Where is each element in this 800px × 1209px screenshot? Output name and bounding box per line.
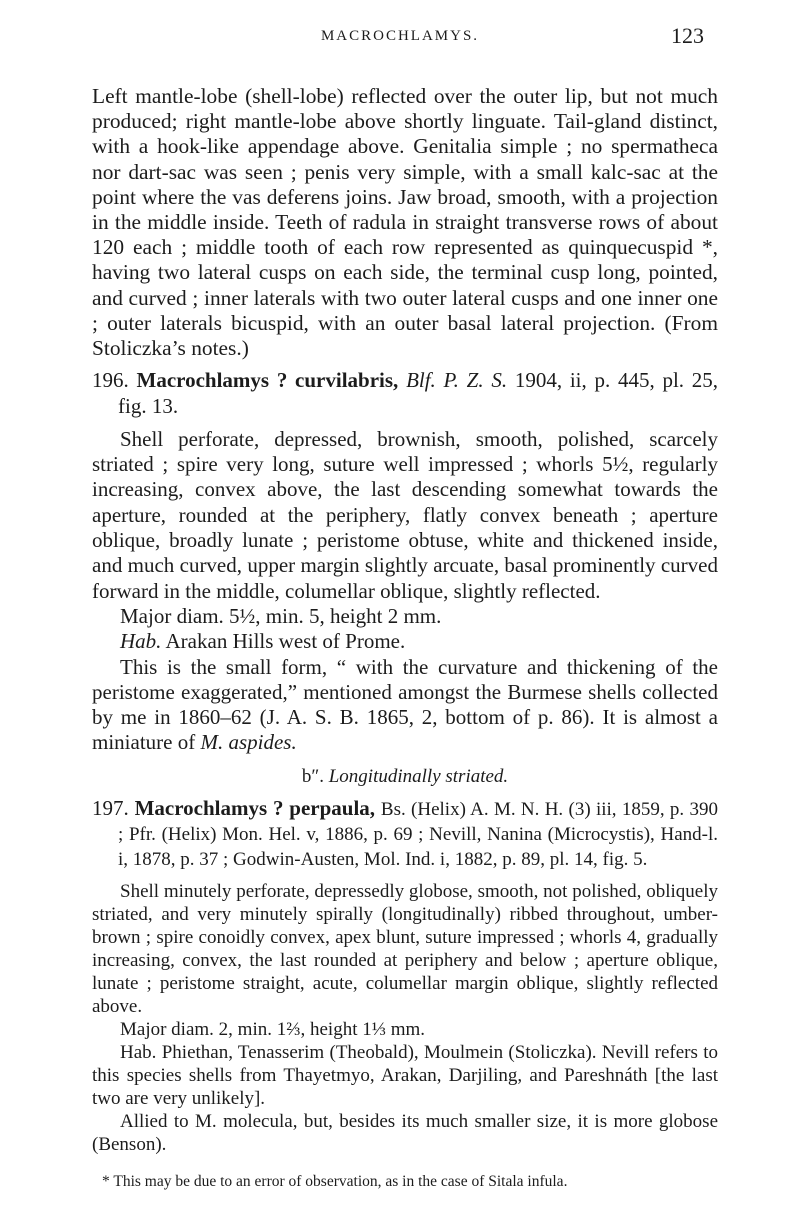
species-197-description: Shell minutely perforate, depressedly globose, smooth, not polished, obliquely striated, and very minutely spirally (longitudinally) ribbed throughout, umber-brown ; spire conoidly convex, apex blunt, suture impressed ; whorls 4, gradually increasing, convex, the last rounded at periphery and below ; aperture oblique, lunate ; peristome straight, acute, columellar margin oblique, slightly reflected above. xyxy=(92,880,718,1017)
species-196-name: Macrochlamys ? curvilabris, xyxy=(136,368,399,393)
species-196-note xyxy=(92,655,718,756)
species-196-note-text: This is the small form, “ with the curvature and thickening of the peristome exaggerated,” mentioned amongst the Burmese shells collected by me in 1860–62 (J. A. S. B. 1865, 2, bottom of p. 86). It is almost a miniature of xyxy=(92,654,718,755)
species-197-name: Macrochlamys ? perpaula, xyxy=(134,795,376,820)
running-header xyxy=(90,22,710,52)
species-196-note-species: M. aspides. xyxy=(200,730,297,755)
species-196-habitat xyxy=(92,629,718,654)
footnote: * This may be due to an error of observation, as in the case of Sitala infula. xyxy=(102,1172,568,1190)
species-197-citations: Bs. (Helix) A. M. N. H. (3) iii, 1859, p. 390 ; Pfr. (Helix) Mon. Hel. v, 1886, p. 69 ; Nevill, Nanina (Microcystis), Hand-l. i, 1878, p. 37 ; Godwin-Austen, Mol. Ind. i, 1882, p. 89, pl. 14, fig. 5. xyxy=(118,798,719,871)
page-number: 123 xyxy=(671,23,704,48)
section-label: b″. xyxy=(301,765,324,787)
species-196-hab-label: Hab. xyxy=(120,629,162,654)
species-197-heading xyxy=(92,796,718,872)
species-197-dimensions: Major diam. 2, min. 1⅔, height 1⅓ mm. xyxy=(120,1018,426,1040)
species-197-number: 197. xyxy=(92,795,129,820)
species-196-citation-source: Blf. P. Z. S. xyxy=(406,368,508,393)
species-196-hab-text: Arakan Hills west of Prome. xyxy=(165,629,406,654)
species-196-citation: 1904, ii, p. 445, pl. 25, fig. 13. xyxy=(118,368,719,418)
species-196-dimensions: Major diam. 5½, min. 5, height 2 mm. xyxy=(120,603,442,628)
species-196-number: 196. xyxy=(92,368,129,393)
species-197-habitat: Hab. Phiethan, Tenasserim (Theobald), Moulmein (Stoliczka). Nevill refers to this species shells from Thayetmyo, Arakan, Darjiling, and Pareshnáth [the last two are very unlikely]. xyxy=(92,1041,718,1109)
species-196-heading xyxy=(92,368,718,419)
running-title: MACROCHLAMYS. xyxy=(320,28,480,44)
page-body xyxy=(92,84,718,1191)
species-197-allied: Allied to M. molecula, but, besides its much smaller size, it is more globose (Benson). xyxy=(92,1110,718,1155)
section-heading xyxy=(92,765,718,789)
intro-paragraph: Left mantle-lobe (shell-lobe) reflected over the outer lip, but not much produced; right mantle-lobe above shortly linguate. Tail-gland distinct, with a hook-like appendage above. Genitalia simple ; no spermatheca nor dart-sac was seen ; penis very simple, with a small kalc-sac at the point where the vas deferens joins. Jaw broad, smooth, with a projection in the middle inside. Teeth of radula in straight transverse rows of about 120 each ; middle tooth of each row represented as quinquecuspid *, having two lateral cusps on each side, the terminal cusp long, pointed, and curved ; inner laterals with two outer lateral cusps and one inner one ; outer laterals bicuspid, with an outer basal lateral projection. (From Stoliczka’s notes.) xyxy=(92,84,718,361)
species-196-description: Shell perforate, depressed, brownish, smooth, polished, scarcely striated ; spire very long, suture well impressed ; whorls 5½, regularly increasing, convex above, the last descending somewhat towards the aperture, rounded at the periphery, flatly convex beneath ; aperture oblique, broadly lunate ; peristome obtuse, white and thickened inside, and much curved, upper margin slightly arcuate, basal prominently curved forward in the middle, columellar oblique, slightly reflected. xyxy=(92,426,718,603)
section-title: Longitudinally striated. xyxy=(328,765,509,787)
